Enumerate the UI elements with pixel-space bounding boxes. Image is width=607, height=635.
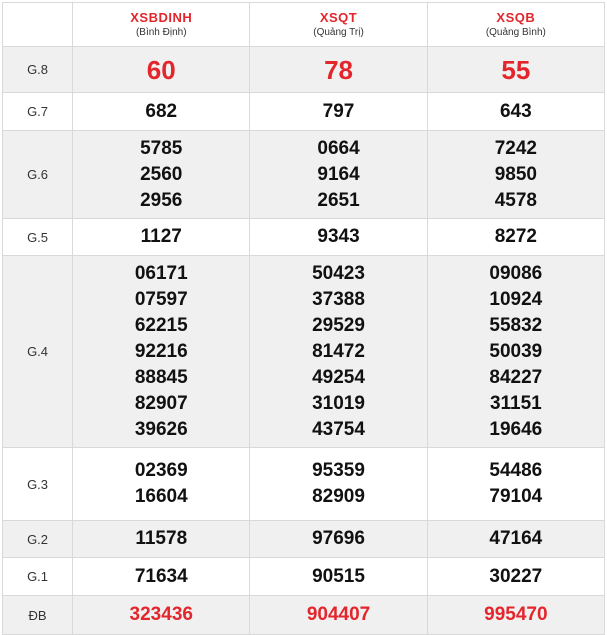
result-number: 47164 <box>489 528 543 549</box>
result-cell <box>73 521 250 558</box>
result-number: 16604 <box>134 486 188 507</box>
result-number: 31151 <box>489 392 542 414</box>
result-cell <box>73 47 250 93</box>
result-number: 06171 <box>134 262 188 284</box>
result-number: 9850 <box>494 163 537 185</box>
special-prize-number: 995470 <box>484 604 548 625</box>
province-name: (Bình Định) <box>135 26 187 38</box>
prize-label: G.8 <box>3 47 73 93</box>
result-number: 31019 <box>312 392 365 414</box>
result-cell <box>73 558 250 596</box>
result-cell <box>427 131 604 219</box>
prize-row-g3 <box>3 448 605 521</box>
result-number: 97696 <box>312 528 365 549</box>
result-number: 95359 <box>312 460 365 481</box>
header-empty-cell <box>3 3 73 47</box>
header-row <box>3 3 605 47</box>
result-number: 2651 <box>317 189 360 211</box>
prize-label: G.1 <box>3 558 73 596</box>
result-cell <box>427 521 604 558</box>
result-number: 60 <box>146 54 176 85</box>
province-code-link[interactable]: XSQT <box>319 9 358 25</box>
result-number: 30227 <box>489 565 543 587</box>
result-number: 02369 <box>134 460 188 481</box>
result-cell <box>250 93 427 131</box>
result-number: 7242 <box>494 137 537 159</box>
prize-label: G.2 <box>3 521 73 558</box>
result-number: 5785 <box>140 137 183 159</box>
result-cell <box>250 558 427 596</box>
result-number: 50423 <box>312 262 365 284</box>
result-cell <box>250 47 427 93</box>
special-prize-number: 904407 <box>306 604 371 625</box>
result-number: 81472 <box>312 340 365 362</box>
prize-label: G.5 <box>3 219 73 256</box>
result-number: 11578 <box>135 528 188 549</box>
result-number: 55832 <box>489 314 543 336</box>
prize-label: G.3 <box>3 448 73 521</box>
result-number: 2956 <box>140 189 183 211</box>
province-header <box>250 3 427 47</box>
province-code-link[interactable]: XSQB <box>496 9 536 25</box>
result-number: 49254 <box>312 366 365 388</box>
province-header <box>427 3 604 47</box>
result-cell <box>250 219 427 256</box>
result-cell <box>73 131 250 219</box>
result-number: 79104 <box>489 486 543 507</box>
result-number: 0664 <box>317 137 360 159</box>
result-number: 8272 <box>494 226 537 247</box>
result-number: 78 <box>324 54 353 85</box>
result-number: 55 <box>501 54 531 85</box>
result-number: 1127 <box>140 226 182 247</box>
province-name: (Quảng Bình) <box>485 26 546 38</box>
result-number: 19646 <box>489 418 543 440</box>
result-cell <box>427 93 604 131</box>
prize-row-g8 <box>3 47 605 93</box>
prize-row-g6 <box>3 131 605 219</box>
result-number: 37388 <box>312 288 365 310</box>
result-cell <box>427 596 604 635</box>
result-number: 84227 <box>489 366 543 388</box>
result-number: 39626 <box>134 418 188 440</box>
result-number: 88845 <box>134 366 188 388</box>
result-number: 43754 <box>312 418 365 440</box>
prize-label: ĐB <box>3 596 73 635</box>
result-number: 797 <box>322 100 355 122</box>
result-number: 10924 <box>489 288 543 310</box>
result-cell <box>73 448 250 521</box>
prize-row-g4 <box>3 256 605 448</box>
result-number: 09086 <box>489 262 543 284</box>
prize-row-g1 <box>3 558 605 596</box>
result-number: 92216 <box>134 340 188 362</box>
result-number: 62215 <box>134 314 188 336</box>
result-cell <box>250 256 427 448</box>
result-cell <box>250 131 427 219</box>
result-number: 4578 <box>494 189 537 211</box>
result-cell <box>427 47 604 93</box>
prize-row-special <box>3 596 605 635</box>
result-number: 71634 <box>134 565 188 587</box>
prize-row-g2 <box>3 521 605 558</box>
prize-row-g7 <box>3 93 605 131</box>
result-cell <box>73 596 250 635</box>
result-number: 07597 <box>134 288 188 310</box>
province-code-link[interactable]: XSBDINH <box>130 9 193 25</box>
prize-row-g5 <box>3 219 605 256</box>
result-number: 50039 <box>489 340 543 362</box>
result-number: 2560 <box>140 163 183 185</box>
result-number: 9343 <box>317 226 360 247</box>
result-cell <box>73 93 250 131</box>
result-number: 29529 <box>312 314 365 336</box>
result-cell <box>427 219 604 256</box>
lottery-results-table <box>2 2 605 635</box>
result-number: 682 <box>145 100 178 122</box>
result-number: 90515 <box>312 565 365 587</box>
prize-label: G.7 <box>3 93 73 131</box>
special-prize-number: 323436 <box>129 604 193 625</box>
result-cell <box>427 448 604 521</box>
prize-label: G.4 <box>3 256 73 448</box>
result-number: 643 <box>499 100 532 122</box>
result-cell <box>250 448 427 521</box>
province-name: (Quảng Trị) <box>313 26 364 38</box>
prize-label: G.6 <box>3 131 73 219</box>
result-cell <box>73 219 250 256</box>
result-number: 82907 <box>134 392 188 414</box>
result-number: 9164 <box>317 163 360 185</box>
result-cell <box>427 256 604 448</box>
result-cell <box>250 521 427 558</box>
result-cell <box>73 256 250 448</box>
result-cell <box>427 558 604 596</box>
province-header <box>73 3 250 47</box>
result-cell <box>250 596 427 635</box>
result-number: 54486 <box>489 460 543 481</box>
result-number: 82909 <box>312 486 365 507</box>
